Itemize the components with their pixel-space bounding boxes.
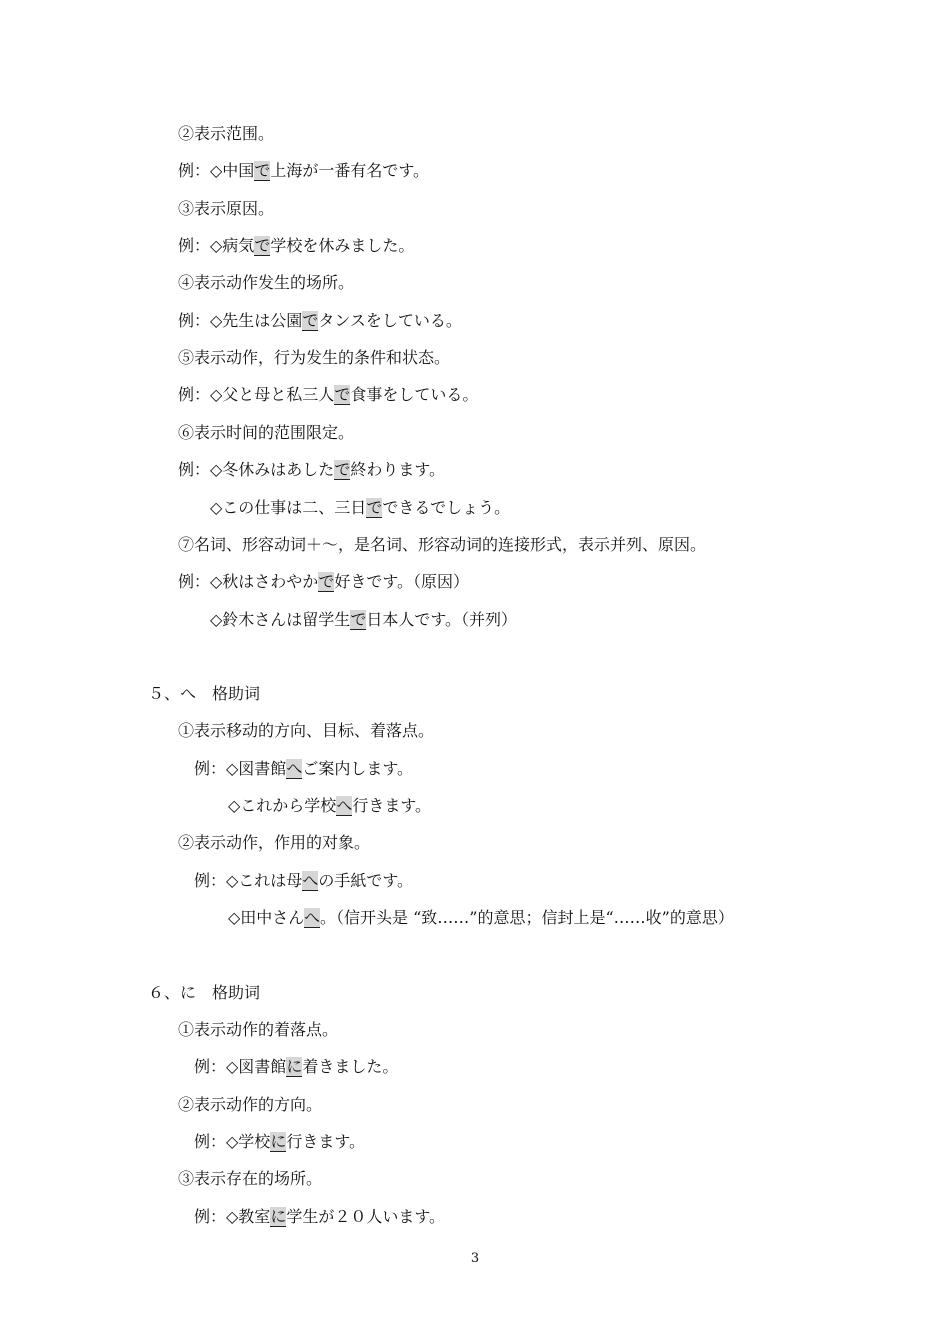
- example-line: 例：◇これは母への手紙です。: [194, 871, 414, 890]
- page-number: 3: [470, 1251, 480, 1266]
- highlighted-particle: で: [350, 610, 367, 629]
- text-line: ②表示范围。: [178, 124, 275, 143]
- example-line: 例：◇学校に行きます。: [194, 1132, 366, 1151]
- text-line: ③表示原因。: [178, 199, 275, 218]
- highlighted-particle: に: [286, 1057, 303, 1076]
- example-line: ◇この仕事は二、三日でできるでしょう。: [210, 498, 511, 517]
- example-line: ◇田中さんへ。（信开头是 “致……”的意思；信封上是“……收”的意思）: [228, 908, 734, 927]
- example-line: 例：◇図書館へご案内します。: [194, 759, 414, 778]
- example-line: 例：◇秋はさわやかで好きです。（原因）: [178, 572, 470, 591]
- highlighted-particle: へ: [302, 871, 319, 890]
- example-line: 例：◇冬休みはあしたで終わります。: [178, 460, 446, 479]
- text-line: ①表示移动的方向、目标、着落点。: [178, 721, 435, 740]
- highlighted-particle: で: [334, 385, 351, 404]
- highlighted-particle: で: [254, 161, 271, 180]
- example-line: 例：◇先生は公園でタンスをしている。: [178, 311, 462, 330]
- example-line: 例：◇教室に学生が２０人います。: [194, 1207, 446, 1226]
- highlighted-particle: で: [254, 236, 271, 255]
- example-line: ◇これから学校へ行きます。: [228, 796, 432, 815]
- example-line: 例：◇病気で学校を休みました。: [178, 236, 415, 255]
- text-line: ④表示动作发生的场所。: [178, 273, 355, 292]
- section-heading: ６、に 格助词: [148, 983, 261, 1002]
- example-line: 例：◇父と母と私三人で食事をしている。: [178, 385, 479, 404]
- text-line: ①表示动作的着落点。: [178, 1020, 339, 1039]
- highlighted-particle: に: [270, 1132, 287, 1151]
- text-line: ②表示动作的方向。: [178, 1095, 323, 1114]
- example-line: ◇鈴木さんは留学生で日本人です。（并列）: [210, 610, 518, 629]
- highlighted-particle: で: [366, 498, 383, 517]
- highlighted-particle: へ: [304, 908, 321, 927]
- highlighted-particle: で: [334, 460, 351, 479]
- highlighted-particle: へ: [336, 796, 353, 815]
- text-line: ⑦名词、形容动词＋～，是名词、形容动词的连接形式，表示并列、原因。: [178, 535, 707, 554]
- text-line: ②表示动作，作用的对象。: [178, 833, 371, 852]
- text-line: ⑥表示时间的范围限定。: [178, 423, 355, 442]
- highlighted-particle: に: [270, 1207, 287, 1226]
- highlighted-particle: で: [318, 572, 335, 591]
- highlighted-particle: へ: [286, 759, 303, 778]
- highlighted-particle: で: [302, 311, 319, 330]
- text-line: ③表示存在的场所。: [178, 1169, 323, 1188]
- example-line: 例：◇中国で上海が一番有名です。: [178, 161, 430, 180]
- section-heading: ５、へ 格助词: [148, 684, 261, 703]
- example-line: 例：◇図書館に着きました。: [194, 1057, 399, 1076]
- text-line: ⑤表示动作，行为发生的条件和状态。: [178, 348, 451, 367]
